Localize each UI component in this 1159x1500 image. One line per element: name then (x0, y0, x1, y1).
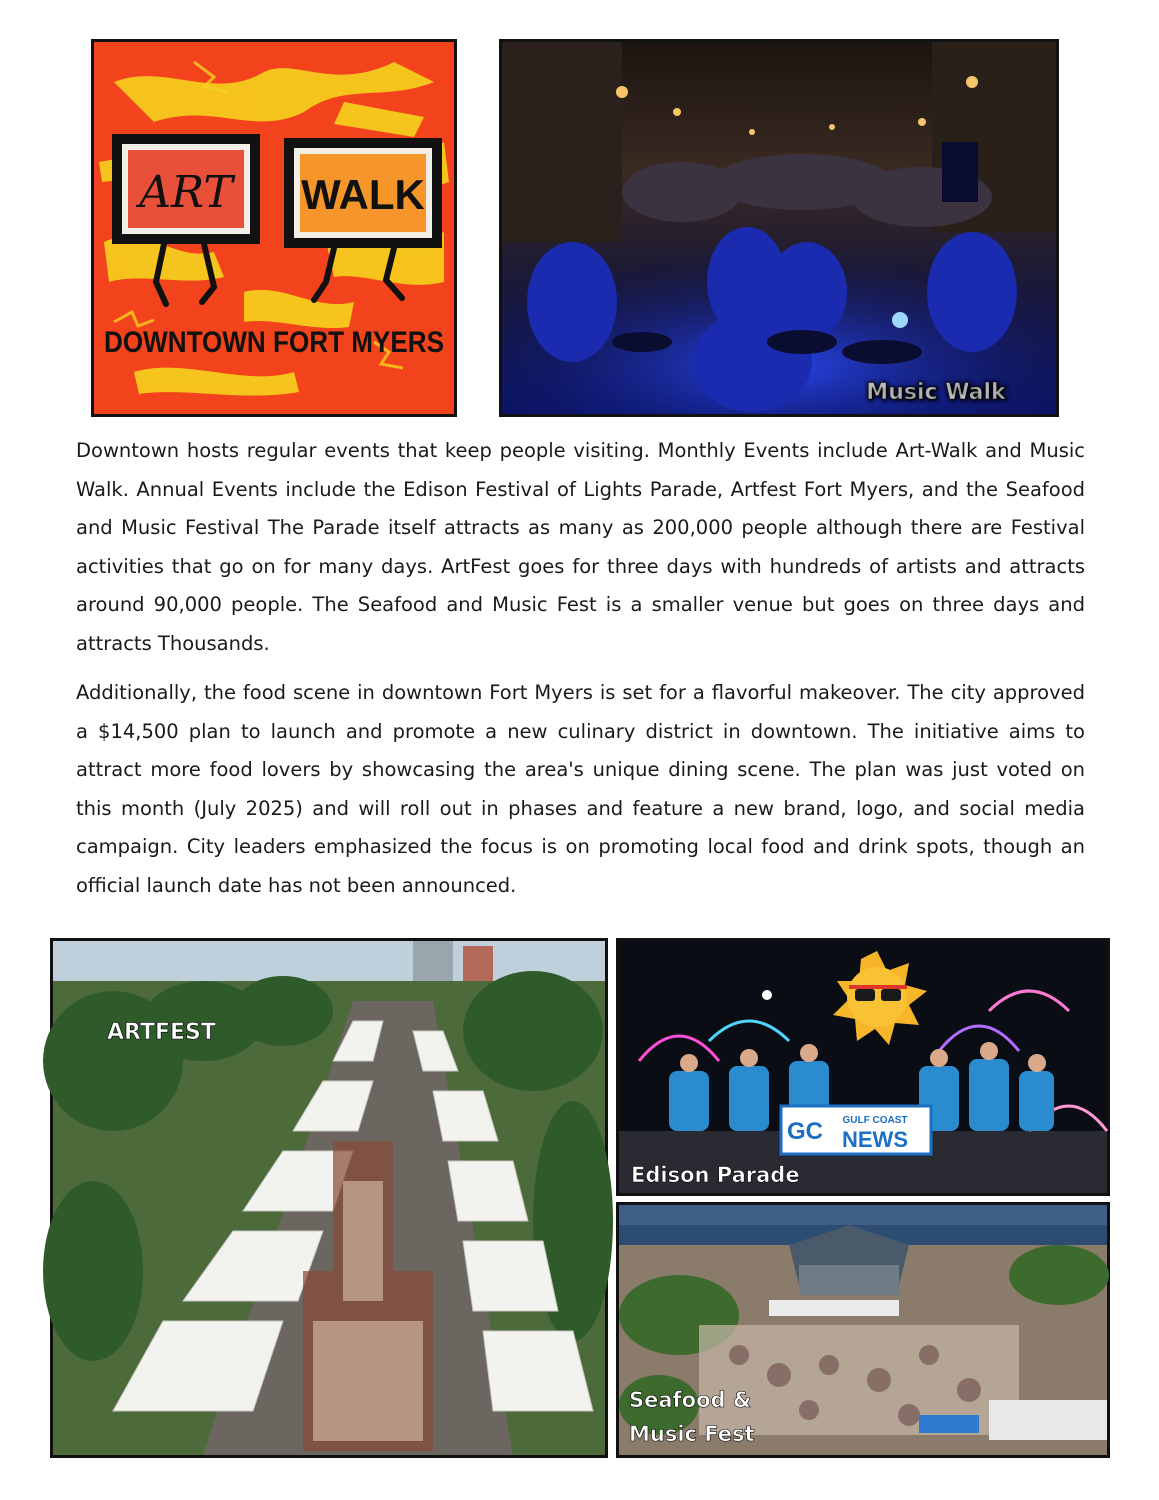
edison-parade-photo (616, 938, 1110, 1196)
music-walk-scene (502, 42, 1056, 414)
paragraph-events: Downtown hosts regular events that keep people visiting. Monthly Events include Art-Walk and Music Walk. Annual Events include the Edison Festival of Lights Parade, Artfest Fort Myers, and the Seafood and Music Festival The Parade itself attracts as many as 200,000 people although there are Festival activities that go on for many days. ArtFest goes for three days with hundreds of artists and attracts around 90,000 people. The Seafood and Music Fest is a smaller venue but goes on three days and attracts Thousands. (76, 439, 1085, 655)
art-walk-logo-graphic (94, 42, 454, 414)
seafood-caption-line1: Seafood & (629, 1388, 752, 1412)
logo-art-text: ART (139, 167, 233, 218)
paragraph-food-scene: Additionally, the food scene in downtown Fort Myers is set for a flavorful makeover. The city approved a $14,500 plan to launch and promote a new culinary district in downtown. The initiative aims to attract more food lovers by showcasing the area's unique dining scene. The plan was just voted on this month (July 2025) and will roll out in phases and feature a new brand, logo, and social media campaign. City leaders emphasized the focus is on promoting local food and drink spots, though an official launch date has not been announced. (76, 681, 1085, 897)
seafood-music-fest-photo (616, 1202, 1110, 1458)
music-walk-caption: Music Walk (866, 380, 1006, 405)
artfest-photo (50, 938, 608, 1458)
music-walk-photo (499, 39, 1059, 417)
banner-small-text: GULF COAST (842, 1115, 908, 1126)
seafood-caption-line2: Music Fest (629, 1422, 755, 1446)
artfest-scene (53, 941, 605, 1455)
edison-parade-scene (619, 941, 1107, 1193)
banner-big-text: NEWS (842, 1127, 908, 1152)
art-walk-logo (91, 39, 457, 417)
artfest-caption: ARTFEST (107, 1020, 216, 1045)
edison-parade-caption: Edison Parade (631, 1163, 800, 1187)
seafood-fest-scene (619, 1205, 1107, 1455)
banner-logo-text: GC (787, 1118, 823, 1145)
logo-subtitle: DOWNTOWN FORT MYERS (104, 326, 444, 359)
logo-walk-text: WALK (301, 171, 425, 218)
